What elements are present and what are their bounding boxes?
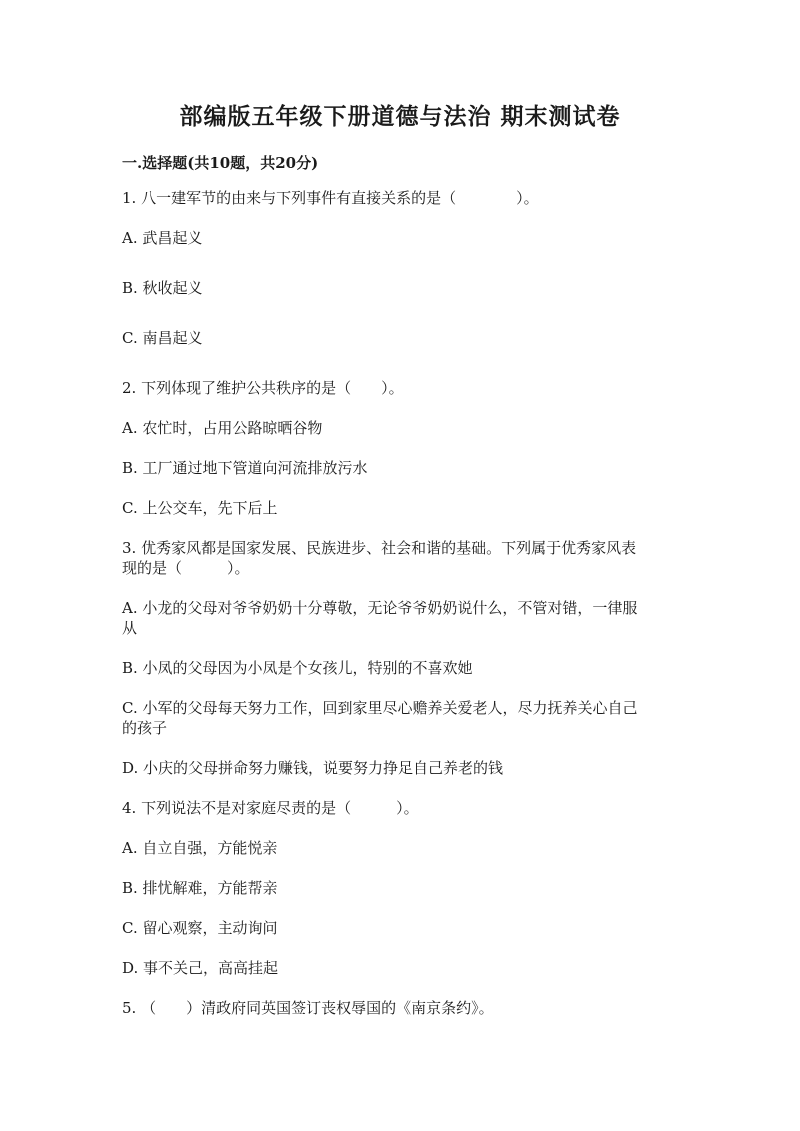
question-3-option-d: D. 小庆的父母拼命努力赚钱，说要努力挣足自己养老的钱 (122, 759, 504, 777)
question-2-option-c: C. 上公交车，先下后上 (122, 499, 278, 517)
question-3-stem-line-2: 现的是（ ）。 (122, 559, 250, 577)
question-2-stem: 2. 下列体现了维护公共秩序的是（ ）。 (122, 379, 404, 397)
question-1-option-c: C. 南昌起义 (122, 329, 203, 347)
question-5-stem: 5. （ ）清政府同英国签订丧权辱国的《南京条约》。 (122, 999, 494, 1017)
question-4-option-c: C. 留心观察，主动询问 (122, 919, 278, 937)
section-heading: 一.选择题(共10题，共20分) (122, 154, 319, 172)
question-1-option-a: A. 武昌起义 (122, 229, 203, 247)
page-title: 部编版五年级下册道德与法治 期末测试卷 (179, 103, 621, 130)
question-4-stem: 4. 下列说法不是对家庭尽责的是（ ）。 (122, 799, 419, 817)
question-3-stem-line-1: 3. 优秀家风都是国家发展、民族进步、社会和谐的基础。下列属于优秀家风表 (122, 539, 637, 557)
question-4-option-d: D. 事不关己，高高挂起 (122, 959, 279, 977)
question-2-option-b: B. 工厂通过地下管道向河流排放污水 (122, 459, 368, 477)
question-3-option-c-line-2: 的孩子 (122, 719, 168, 737)
question-3-option-b: B. 小凤的父母因为小凤是个女孩儿，特别的不喜欢她 (122, 659, 473, 677)
question-4-option-b: B. 排忧解难，方能帮亲 (122, 879, 278, 897)
question-3-option-c-line-1: C. 小军的父母每天努力工作，回到家里尽心赡养关爱老人，尽力抚养关心自己 (122, 699, 638, 717)
question-1-option-b: B. 秋收起义 (122, 279, 203, 297)
question-3-option-a-line-1: A. 小龙的父母对爷爷奶奶十分尊敬，无论爷爷奶奶说什么，不管对错，一律服 (122, 599, 638, 617)
question-2-option-a: A. 农忙时，占用公路晾晒谷物 (122, 419, 323, 437)
question-4-option-a: A. 自立自强，方能悦亲 (122, 839, 278, 857)
question-3-option-a-line-2: 从 (122, 619, 138, 637)
question-1-stem: 1. 八一建军节的由来与下列事件有直接关系的是（ ）。 (122, 189, 539, 207)
